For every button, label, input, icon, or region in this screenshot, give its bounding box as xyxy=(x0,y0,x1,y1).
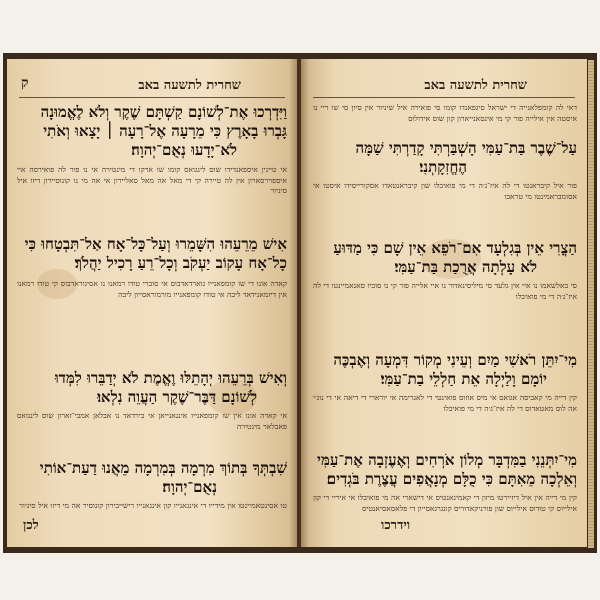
verse-line: הֶחֱזִקָתְנִי׃ xyxy=(419,158,467,176)
verse-line: נְאֻם־יְהוָה׃ xyxy=(162,478,217,496)
verse-line: לֹא עָלְתָה אֲרֻכַת בַּת־עַמִּי׃ xyxy=(394,258,537,276)
catchword: וידרכו xyxy=(381,518,411,533)
commentary-block: אי טיינין איספאנדידו שוס לינגואס קומו שו ארקו די מינטירה אי נו פור לה פואירסה איי איספוירסארון אין לה טיירה קי די מאל אה מאל סאליירון אי אה מי נו קונוסיירון דיזו איל סיניור xyxy=(17,165,287,195)
verse-line: וְאִישׁ בְּרֵעֵהוּ יְהָתֵלּוּ וֶאֱמֶת לֹא יְדַבֵּרוּ לִמְּדוּ xyxy=(54,369,287,387)
header-rule xyxy=(19,97,285,98)
verse-line: אִישׁ מֵרֵעֵהוּ הִשָּׁמֵרוּ וְעַל־כָּל־אָח אַל־תִּבְטָחוּ כִּי xyxy=(24,235,287,253)
verse-line: מִי־יִתֵּן רֹאשִׁי מַיִם וְעֵינִי מְקוֹר דִּמְעָה וְאֶבְכֶּה xyxy=(333,351,577,369)
verse-line: שִׁבְתְּךָ בְּתוֹךְ מִרְמָה בְּמִרְמָה מֵאֲנוּ דַעַת־אוֹתִי xyxy=(39,459,287,477)
running-head: שחרית לתשעה באב xyxy=(138,78,241,93)
verse-line: כָל־אָח עָקוֹב יַעְקֹב וְכָל־רֵעַ רָכִיל יַהֲלֹךְ׃ xyxy=(74,254,287,272)
header-rule xyxy=(313,97,575,98)
verse-line: מִי־יִתְּנֵנִי בַמִּדְבָּר מְלוֹן אֹרְחִים וְאֶעֶזְבָה אֶת־עַמִּי xyxy=(317,451,577,469)
right-page xyxy=(301,59,587,547)
page-mark: ק xyxy=(21,75,29,91)
verse-line: וְאֵלְכָה מֵאִתָּם כִּי כֻלָּם מְנָאֲפִים עֲצֶרֶת בֹּגְדִים׃ xyxy=(326,470,577,488)
verse-line: לֹא־יָדָעוּ נְאֻם־יְהוָה׃ xyxy=(131,141,237,159)
commentary-block: דאי לה קומפלאנייה די ישראל סיגפאנדו קומו סי פואירה איל שיניור אין סיון סי שו ריי נו איסטה אין אילייה פור קי מי אינסאנייארון קון שוס אידולוס xyxy=(313,103,577,123)
book-gutter xyxy=(289,59,309,547)
commentary-block: קאדה אונו די שו קומפאנייו גוארדאדבוס אי סוברי טודו רמאנו נו אסיגוראדבוס קי טודו רמאנו אין דיזמאנידאד ליבה אי טודו קומפאנייו מורמוראסייון ליבה xyxy=(17,279,287,299)
catchword: לכן xyxy=(23,518,39,533)
commentary-block: אי קאדה אונו אין שו קומפאנייו אינגאנייאן אי בירדאד נו אבלאן אמבי־זארון שוס לינגואס פאבלאר מינטירה xyxy=(17,411,287,431)
verse-line: הַצֳרִי אֵין בְּגִלְעָד אִם־רֹפֵא אֵין שָׁם כִּי מַדּוּעַ xyxy=(333,239,577,257)
verse-line: לְשׁוֹנָם דַּבֶּר־שֶׁקֶר הַעֲוֵה נִלְאוּ׃ xyxy=(97,388,257,406)
open-book xyxy=(3,53,597,553)
page-edges xyxy=(588,60,594,548)
verse-line: גָּבְרוּ בָאָרֶץ כִּי מֵרָעָה אֶל־רָעָה ׀ יָצָאוּ וְאֹתִי xyxy=(43,122,287,140)
commentary-block: קין דייה מי קאביסה אגואס אי מיס אוזוס פואינטי די לאגרימה אי יורארי די דיאה אי די נוג׳י אה לוס מאטאדוס די לה איז־ג׳ה די מי פואיבלו xyxy=(313,393,577,413)
commentary-block: קין מי דייה אין איל דיזיירטו מיזון די קאמינאנטיס אי דישארי אה מי פואיבלו אי איריי די קון אילייוס קי טודוס אילייוס שון פורניקאדוריס קונגרגאסייון די פלאסאסיאנטיס xyxy=(313,493,577,513)
running-head: שחרית לתשעה באב xyxy=(424,78,527,93)
verse-line: וַיִּדְרְכוּ אֶת־לְשׁוֹנָם קַשְׁתָּם שֶׁקֶר וְלֹא לֶאֱמוּנָה xyxy=(40,103,287,121)
commentary-block: פור איל קיבראנטו די לה איז־ג׳ה די מי פואיבלו שון קיבראנטאדו אסקורייסידו איסטו אי אסומבראמינטו מי טראבו xyxy=(313,181,577,201)
commentary-block: טו אסינטאמיינטו אין מידייו די אינגאנייו קון אינגאנייו רישייבירון קונוסיר אה מי דיזו איל סיניור xyxy=(19,501,287,510)
verse-line: יוֹמָם וָלַיְלָה אֵת חַלְלֵי בַת־עַמִּי׃ xyxy=(380,370,547,388)
commentary-block: סי באלשאמו נו איי אין גלעד סי מיליסינאדור נו איי אלייה פור קי נו סוביו סאנאמיינטו די לה איז־ג׳ה די מי פואיבלו xyxy=(313,281,577,301)
verse-line: עַל־שֶׁבֶר בַּת־עַמִּי הָשְׁבַּרְתִּי קָדַרְתִּי שַׁמָּה xyxy=(355,139,577,157)
left-page xyxy=(7,59,297,547)
